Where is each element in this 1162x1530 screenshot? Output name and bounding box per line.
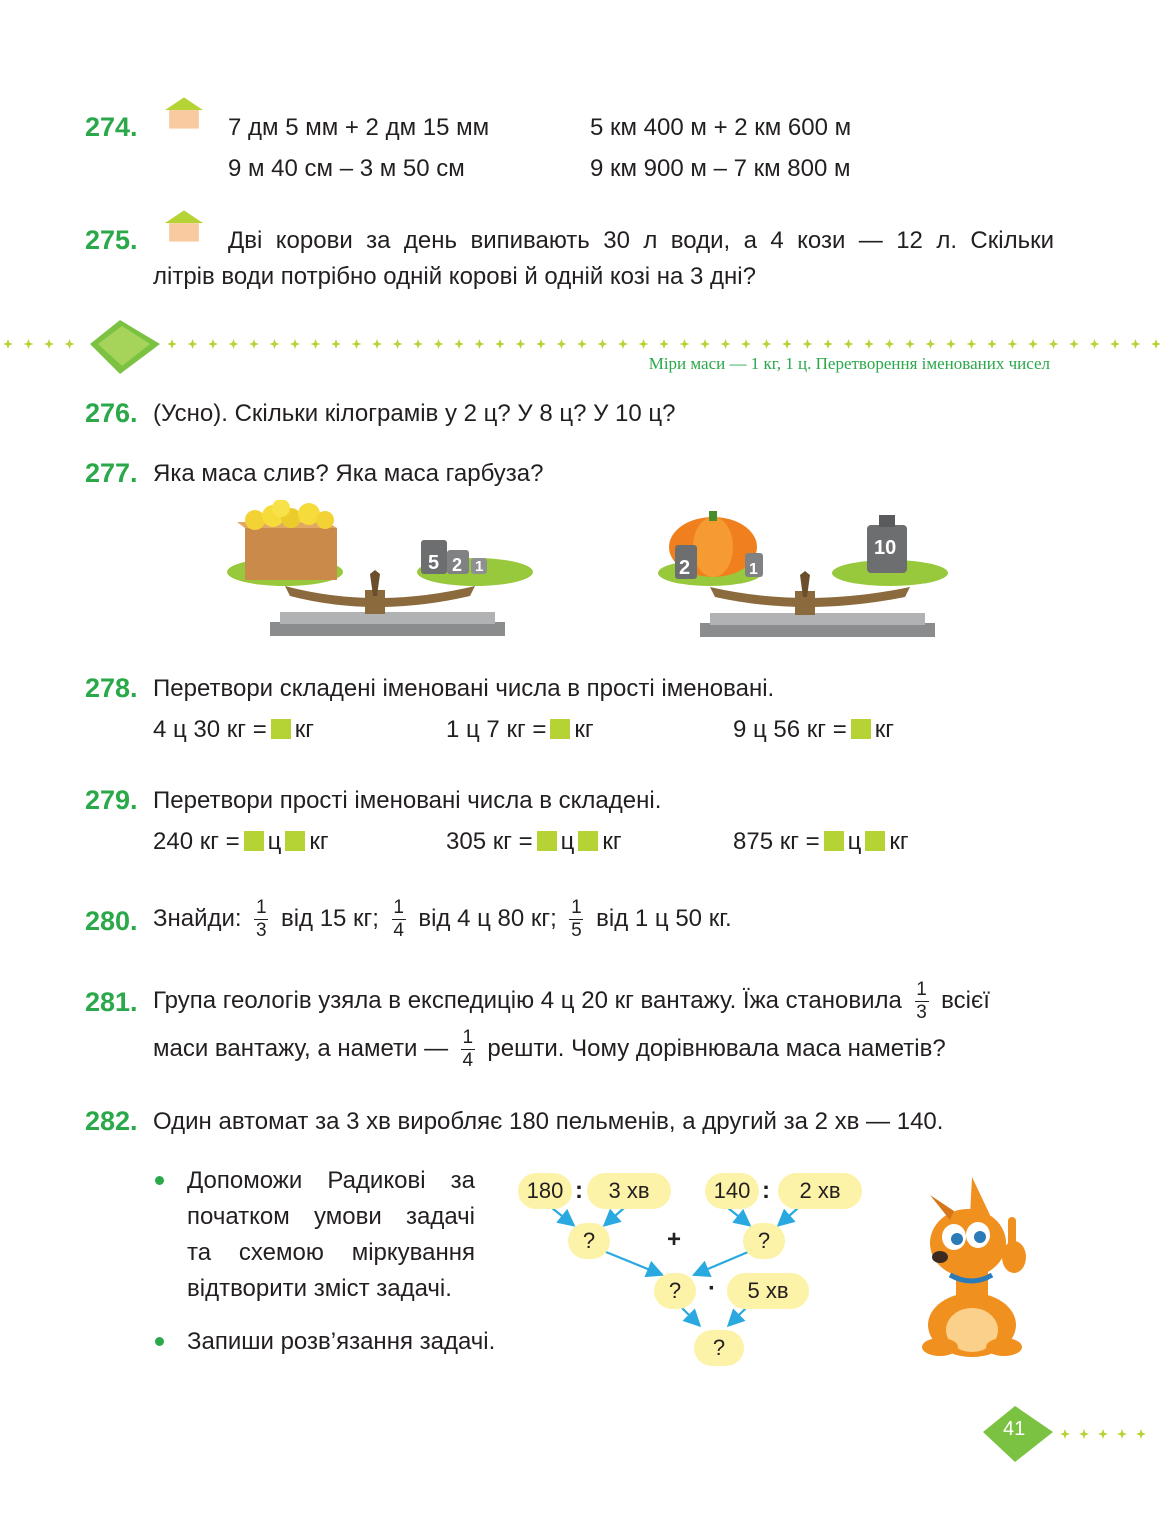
weight-label: 2 bbox=[679, 557, 691, 579]
answer-box[interactable] bbox=[271, 719, 291, 739]
bullet-dot-icon bbox=[155, 1176, 164, 1185]
exercise-number: 281. bbox=[85, 987, 138, 1017]
answer-box[interactable] bbox=[824, 831, 844, 851]
home-task-icon bbox=[155, 209, 213, 243]
exercise-number: 276. bbox=[85, 398, 138, 428]
bullet-dot-icon bbox=[155, 1337, 164, 1346]
problem-text: Яка маса слив? Яка маса гарбуза? bbox=[153, 460, 544, 487]
answer-box[interactable] bbox=[244, 831, 264, 851]
weight-label: 1 bbox=[475, 558, 484, 575]
page-number: 41 bbox=[1003, 1418, 1026, 1440]
problem-text: Один автомат за 3 хв виробляє 180 пельменів, а другий за 2 хв — 140. bbox=[153, 1108, 944, 1135]
conversion-item: 305 кг = ц кг bbox=[446, 828, 622, 855]
scale-illustration bbox=[655, 505, 965, 645]
answer-box[interactable] bbox=[578, 831, 598, 851]
scheme-unknown: ? bbox=[694, 1330, 744, 1366]
task-bullet-line: початком умови задачі bbox=[187, 1203, 475, 1230]
expression: 9 м 40 см – 3 м 50 см bbox=[228, 155, 465, 182]
conversion-item: 240 кг = ц кг bbox=[153, 828, 329, 855]
scheme-number: 2 хв bbox=[778, 1173, 862, 1209]
scheme-operator: + bbox=[667, 1226, 682, 1253]
exercise-number: 277. bbox=[85, 458, 138, 488]
exercise-number: 278. bbox=[85, 673, 138, 703]
weight-label: 5 bbox=[428, 552, 440, 574]
scheme-operator: : bbox=[762, 1177, 770, 1204]
problem-text: Перетвори прості іменовані числа в складені. bbox=[153, 787, 662, 814]
problem-text: Група геологів узяла в експедицію 4 ц 20 кг вантажу. Їжа становила $\frac{1}{3}$ всієї bbox=[153, 979, 990, 1023]
task-bullet-line: відтворити зміст задачі. bbox=[187, 1275, 452, 1302]
weight-label: 10 bbox=[874, 537, 897, 559]
expression: 7 дм 5 мм + 2 дм 15 мм bbox=[228, 114, 490, 141]
task-bullet-line: Допоможи Радикові за bbox=[187, 1167, 475, 1194]
answer-box[interactable] bbox=[550, 719, 570, 739]
conversion-item: 9 ц 56 кг = кг bbox=[733, 716, 894, 743]
conversion-item: 875 кг = ц кг bbox=[733, 828, 909, 855]
scheme-unknown: ? bbox=[568, 1223, 610, 1259]
fraction: $\frac{1}{4}$ bbox=[393, 897, 404, 941]
problem-text: Дві корови за день випивають 30 л води, а 4 кози — 12 л. Скільки bbox=[228, 227, 1054, 254]
exercise-number: 282. bbox=[85, 1106, 138, 1136]
scheme-unknown: ? bbox=[743, 1223, 785, 1259]
scheme-operator: : bbox=[575, 1177, 583, 1204]
fraction: $\frac{1}{5}$ bbox=[571, 897, 582, 941]
scale-illustration bbox=[225, 500, 535, 640]
scheme-number: 140 bbox=[705, 1173, 759, 1209]
problem-text: Перетвори складені іменовані числа в прості іменовані. bbox=[153, 675, 775, 702]
expression: 5 км 400 м + 2 км 600 м bbox=[590, 114, 852, 141]
exercise-number: 274. bbox=[85, 112, 138, 142]
conversion-item: 4 ц 30 кг = кг bbox=[153, 716, 314, 743]
exercise-number: 279. bbox=[85, 785, 138, 815]
scheme-number: 3 хв bbox=[587, 1173, 671, 1209]
exercise-number: 280. bbox=[85, 906, 138, 936]
weight-label: 2 bbox=[452, 555, 463, 575]
scheme-number: 180 bbox=[518, 1173, 572, 1209]
exercise-number: 275. bbox=[85, 225, 138, 255]
scheme-number: 5 хв bbox=[727, 1273, 809, 1309]
problem-text: літрів води потрібно одній корові й одній козі на 3 дні? bbox=[153, 263, 756, 290]
problem-text: (Усно). Скільки кілограмів у 2 ц? У 8 ц? У 10 ц? bbox=[153, 400, 676, 427]
problem-text: маси вантажу, а намети — $\frac{1}{4}$ решти. Чому дорівнювала маса наметів? bbox=[153, 1027, 946, 1071]
conversion-item: 1 ц 7 кг = кг bbox=[446, 716, 594, 743]
fraction: $\frac{1}{3}$ bbox=[255, 897, 267, 941]
fraction: $\frac{1}{3}$ bbox=[916, 979, 927, 1023]
problem-text: Знайди: $\frac{1}{3}$ від 15 кг; $\frac{1}{4}$ від 4 ц 80 кг; $\frac{1}{5}$ від 1 ц 50 кг. bbox=[153, 897, 732, 941]
expression: 9 км 900 м – 7 км 800 м bbox=[590, 155, 851, 182]
answer-box[interactable] bbox=[537, 831, 557, 851]
task-bullet-line: та схемою міркування bbox=[187, 1239, 475, 1266]
task-bullet-line: Запиши розв’язання задачі. bbox=[187, 1328, 496, 1355]
answer-box[interactable] bbox=[865, 831, 885, 851]
answer-box[interactable] bbox=[851, 719, 871, 739]
answer-box[interactable] bbox=[285, 831, 305, 851]
fraction: $\frac{1}{4}$ bbox=[462, 1027, 474, 1071]
home-task-icon bbox=[155, 96, 213, 130]
section-topic: Міри маси — 1 кг, 1 ц. Перетворення іменованих чисел bbox=[648, 354, 1050, 373]
scheme-unknown: ? bbox=[654, 1273, 696, 1309]
dog-mascot-icon bbox=[910, 1175, 1035, 1360]
weight-label: 1 bbox=[749, 561, 758, 578]
scheme-operator: · bbox=[708, 1275, 716, 1302]
